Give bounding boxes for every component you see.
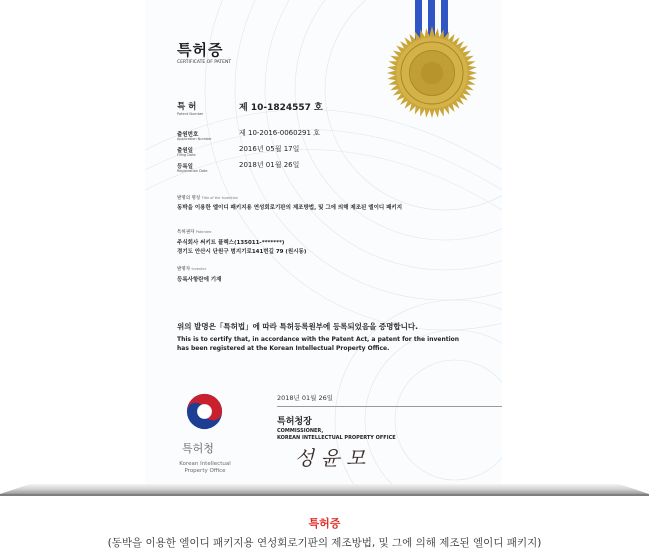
signature-image <box>290 443 370 471</box>
patentee-name: 주식회사 써키트 플렉스(135011-*******) <box>177 240 285 246</box>
filing-date-value: 2016년 05월 17일 <box>239 145 300 153</box>
certification-statement-en-line1: This is to certify that, in accordance with the Patent Act, a patent for the invention <box>177 336 460 343</box>
issue-date: 2018년 01월 26일 <box>277 394 334 402</box>
office-name-en: Korean Intellectual Property Office <box>179 461 231 474</box>
gold-seal-icon <box>385 26 479 120</box>
invention-title-label-kr: 발명의 명칭 <box>177 196 201 201</box>
certificate-title: 특허증 <box>177 41 224 59</box>
office-name-kr: 특허청 <box>182 442 214 455</box>
patent-number-sublabel: Patent Number <box>177 112 204 116</box>
inventor-label-en: Inventor <box>191 267 207 271</box>
patentee-label <box>177 229 211 235</box>
filing-date-sublabel: Filing Date <box>177 153 196 157</box>
patent-number-label: 특 허 <box>177 102 197 112</box>
commissioner-title-en-line2: KOREAN INTELLECTUAL PROPERTY OFFICE <box>277 435 396 441</box>
certificate <box>145 0 502 484</box>
patent-number-value: 제 10-1824557 호 <box>239 103 323 113</box>
display-shelf <box>0 482 649 496</box>
registration-date-label: 등록일 <box>177 164 193 170</box>
signature-text: 성 윤 모 <box>294 446 366 470</box>
commissioner-title-en-line1: COMMISSIONER, <box>277 428 324 434</box>
application-number-label: 출원번호 <box>177 132 199 138</box>
divider <box>277 406 502 407</box>
certificate-subtitle: CERTIFICATE OF PATENT <box>177 60 232 65</box>
invention-title-label-en: Title of the Invention <box>201 196 238 200</box>
application-number-value: 제 10-2016-0060291 호 <box>239 129 320 137</box>
registration-date-sublabel: Registration Date <box>177 169 208 173</box>
inventor-value: 등록사항란에 기재 <box>177 277 222 283</box>
caption-subtitle: (동박을 이용한 엘이디 패키지용 연성회로기판의 제조방법, 및 그에 의해 제조된 엘이디 패키지) <box>107 537 542 549</box>
invention-title-label <box>177 195 238 201</box>
application-number-sublabel: Application Number <box>177 137 212 141</box>
caption-title: 특허증 <box>308 517 341 530</box>
patentee-label-en: Patentee <box>195 230 212 234</box>
patentee-address: 경기도 안산시 단원구 범지기로141번길 79 (원시동) <box>177 249 307 255</box>
invention-title-value: 동박을 이용한 엘이디 패키지용 연성회로기판의 제조방법, 및 그에 의해 제조된 엘이디 패키지 <box>177 205 403 211</box>
patentee-label-kr: 특허권자 <box>177 230 195 235</box>
commissioner-title-kr: 특허청장 <box>277 417 312 427</box>
inventor-label-kr: 발명자 <box>177 267 191 272</box>
registration-date-value: 2018년 01월 26일 <box>239 161 300 169</box>
kipo-logo-icon <box>186 393 223 430</box>
certification-statement-en-line2: has been registered at the Korean Intellectual Property Office. <box>177 345 390 352</box>
inventor-label <box>177 266 206 272</box>
certification-statement-kr: 위의 발명은「특허법」에 따라 특허등록원부에 등록되었음을 증명합니다. <box>177 322 419 331</box>
filing-date-label: 출원일 <box>177 148 193 154</box>
